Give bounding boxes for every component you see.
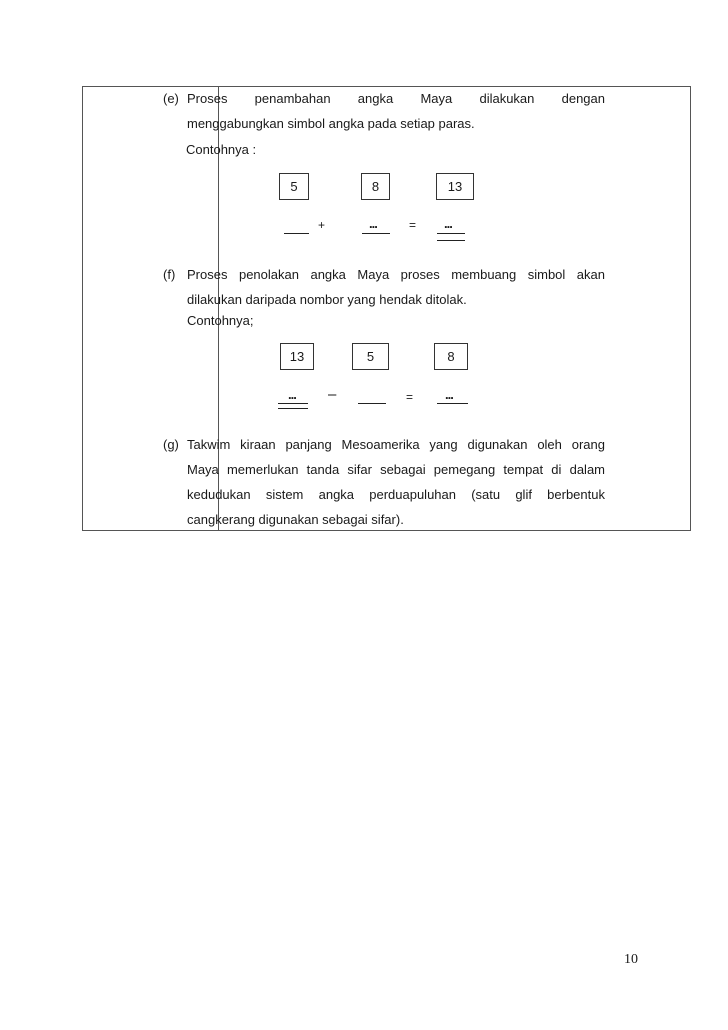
item-f-line-1: Proses penolakan angka Maya proses membuang simbol akan bbox=[187, 267, 605, 282]
item-e-underline-2a bbox=[437, 233, 465, 234]
item-f-marker: (f) bbox=[163, 267, 176, 282]
item-f-minus-sign: – bbox=[328, 386, 337, 403]
item-g-line-2: Maya memerlukan tanda sifar sebagai pemegang tempat di dalam bbox=[187, 462, 605, 477]
item-e-marker: (e) bbox=[163, 91, 179, 106]
item-f-dots-2: ... bbox=[445, 387, 453, 402]
item-g-line-1: Takwim kiraan panjang Mesoamerika yang digunakan oleh orang bbox=[187, 437, 605, 452]
item-g-marker: (g) bbox=[163, 437, 179, 452]
item-f-example-label: Contohnya; bbox=[187, 313, 254, 328]
item-g-text bbox=[187, 432, 605, 532]
item-e-underline-2b bbox=[437, 240, 465, 241]
item-e-line-2: menggabungkan simbol angka pada setiap paras. bbox=[187, 116, 475, 131]
item-e-equals-sign: = bbox=[409, 218, 417, 232]
item-f-box-2: 5 bbox=[352, 343, 389, 370]
item-f-text bbox=[187, 262, 605, 312]
item-f-blank-line bbox=[358, 403, 386, 404]
item-f-box-1: 13 bbox=[280, 343, 314, 370]
item-e-dots-1: ... bbox=[369, 216, 377, 231]
item-e-plus-sign: + bbox=[318, 218, 326, 232]
item-f-underline-1a bbox=[278, 403, 308, 404]
item-f-box-3: 8 bbox=[434, 343, 468, 370]
item-e-box-3: 13 bbox=[436, 173, 474, 200]
item-e-box-2: 8 bbox=[361, 173, 390, 200]
item-f-underline-2 bbox=[437, 403, 468, 404]
item-e-blank-line bbox=[284, 233, 309, 234]
page-number: 10 bbox=[624, 952, 638, 967]
item-e-box-1: 5 bbox=[279, 173, 309, 200]
item-g-line-3: kedudukan sistem angka perduapuluhan (satu glif berbentuk bbox=[187, 487, 605, 502]
item-e-example-label: Contohnya : bbox=[186, 142, 257, 157]
item-f-equals-sign: = bbox=[406, 390, 414, 404]
item-f-dots-1: ... bbox=[288, 387, 296, 402]
item-e-dots-2: ... bbox=[444, 216, 452, 231]
item-e-line-1: Proses penambahan angka Maya dilakukan dengan bbox=[187, 91, 605, 106]
item-e-text bbox=[187, 86, 605, 136]
item-f-line-2: dilakukan daripada nombor yang hendak ditolak. bbox=[187, 292, 467, 307]
item-e-underline-1 bbox=[362, 233, 390, 234]
item-f-underline-1b bbox=[278, 408, 308, 409]
item-g-line-4: cangkerang digunakan sebagai sifar). bbox=[187, 512, 404, 527]
